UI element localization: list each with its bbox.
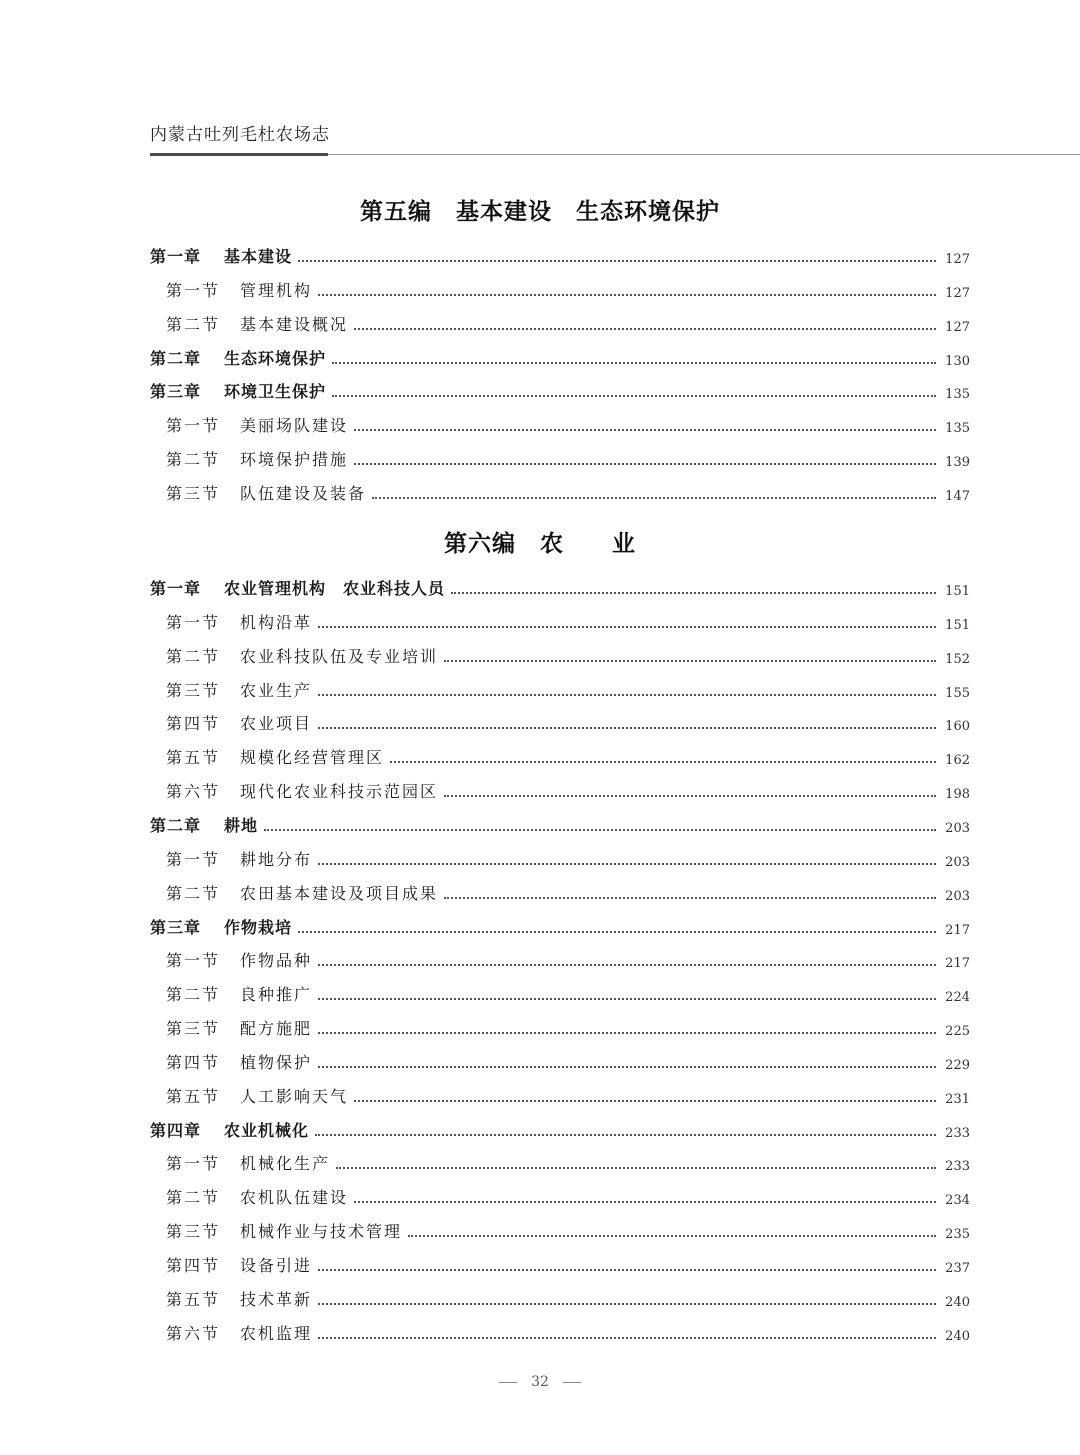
- toc-section-number: 第一节: [166, 416, 221, 436]
- toc-page-number: 234: [945, 1193, 970, 1209]
- toc-page-number: 135: [945, 387, 970, 403]
- toc-page-number: 231: [945, 1091, 970, 1107]
- toc-section-entry[interactable]: [150, 478, 970, 504]
- toc-page-number: 240: [945, 1294, 970, 1310]
- toc-section-title: 良种推广: [240, 985, 313, 1005]
- toc-chapter-title: 基本建设: [224, 247, 293, 266]
- dot-leader: [408, 1235, 936, 1237]
- toc-section-entry[interactable]: [150, 878, 970, 904]
- toc-section-number: 第二节: [166, 314, 221, 334]
- part-title: 第六编 农 业: [444, 530, 636, 557]
- header-rule-thin: [328, 154, 1080, 155]
- toc-chapter-number: 第三章: [150, 917, 202, 937]
- toc-section-entry[interactable]: [150, 1284, 970, 1310]
- toc-page-number: 155: [945, 685, 970, 701]
- running-head: 内蒙古吐列毛杜农场志: [150, 125, 330, 145]
- toc-chapter-entry[interactable]: [150, 241, 970, 267]
- toc-section-title: 机械作业与技术管理: [240, 1222, 403, 1242]
- dot-leader: [318, 1337, 936, 1339]
- dot-leader: [298, 931, 936, 933]
- toc-chapter-number: 第二章: [150, 815, 202, 835]
- toc-chapter-number: 第二章: [150, 348, 202, 368]
- toc-chapter-entry[interactable]: [150, 810, 970, 836]
- toc-section-number: 第一节: [166, 951, 221, 971]
- toc-section-entry[interactable]: [150, 1318, 970, 1344]
- toc-section-entry[interactable]: [150, 1250, 970, 1276]
- dot-leader: [318, 694, 936, 696]
- dot-leader: [332, 362, 936, 364]
- toc-section-title: 农机监理: [240, 1323, 313, 1343]
- toc-section-title: 耕地分布: [240, 849, 313, 869]
- dot-leader: [315, 1134, 936, 1136]
- toc-section-entry[interactable]: [150, 742, 970, 768]
- toc-page-number: 240: [945, 1328, 970, 1344]
- toc-chapter-title: 环境卫生保护: [224, 382, 327, 402]
- toc-page-number: 229: [945, 1057, 970, 1073]
- dot-leader: [372, 497, 936, 499]
- toc-page-number: 160: [945, 719, 970, 735]
- toc-section-entry[interactable]: [150, 275, 970, 301]
- toc-section-entry[interactable]: [150, 1081, 970, 1107]
- toc-section-entry[interactable]: [150, 410, 970, 436]
- toc-page-number: 152: [945, 651, 970, 667]
- toc-chapter-title: 耕地: [224, 815, 259, 835]
- toc-section-number: 第一节: [166, 612, 221, 632]
- toc-page-number: 147: [945, 488, 970, 504]
- dot-leader: [354, 1201, 936, 1203]
- dot-leader: [318, 1269, 936, 1271]
- toc-section-title: 美丽场队建设: [240, 416, 349, 436]
- toc-page-number: 224: [945, 990, 970, 1006]
- toc-section-entry[interactable]: [150, 844, 970, 870]
- toc-section-title: 农业项目: [240, 714, 313, 734]
- folio: [0, 1374, 1080, 1390]
- toc-section-entry[interactable]: [150, 641, 970, 667]
- dot-leader: [264, 829, 936, 831]
- toc-section-entry[interactable]: [150, 945, 970, 971]
- toc-chapter-entry[interactable]: [150, 912, 970, 938]
- dot-leader: [444, 897, 936, 899]
- toc-section-number: 第三节: [166, 680, 221, 700]
- toc-section-number: 第三节: [166, 1019, 221, 1039]
- toc-section-title: 机构沿革: [240, 612, 313, 632]
- toc-section-title: 现代化农业科技示范园区: [240, 782, 439, 802]
- toc-section-title: 机械化生产: [240, 1154, 331, 1174]
- toc-section-number: 第二节: [166, 646, 221, 666]
- dot-leader: [318, 863, 936, 865]
- folio-dash-right: [563, 1382, 581, 1383]
- folio-dash-left: [499, 1382, 517, 1383]
- toc-page-number: 127: [945, 285, 970, 301]
- dot-leader: [390, 761, 936, 763]
- dot-leader: [336, 1167, 936, 1169]
- toc-page-number: 203: [945, 854, 970, 870]
- toc-section-entry[interactable]: [150, 979, 970, 1005]
- toc-section-number: 第四节: [166, 1052, 221, 1072]
- toc-section-title: 农业生产: [240, 680, 313, 700]
- toc-page-number: 127: [945, 319, 970, 335]
- toc-section-title: 作物品种: [240, 951, 313, 971]
- toc-section-entry[interactable]: [150, 1182, 970, 1208]
- dot-leader: [354, 429, 936, 431]
- dot-leader: [318, 964, 936, 966]
- header-rule-thick: [150, 153, 328, 156]
- dot-leader: [332, 395, 936, 397]
- toc-page-number: 233: [945, 1125, 970, 1141]
- toc-section-entry[interactable]: [150, 309, 970, 335]
- toc-section-title: 管理机构: [240, 280, 313, 300]
- toc-page-number: 225: [945, 1024, 970, 1040]
- toc-chapter-number: 第四章: [150, 1120, 202, 1140]
- toc-section-number: 第四节: [166, 1256, 221, 1275]
- dot-leader: [318, 294, 936, 296]
- toc-section-title: 设备引进: [240, 1256, 313, 1275]
- toc-section-entry[interactable]: [150, 708, 970, 734]
- toc-page-number: 203: [945, 820, 970, 836]
- dot-leader: [298, 260, 936, 262]
- toc-page-number: 217: [945, 956, 970, 972]
- dot-leader: [318, 626, 936, 628]
- toc-section-number: 第五节: [166, 748, 221, 768]
- toc-section-title: 农田基本建设及项目成果: [240, 883, 439, 903]
- toc-section-title: 植物保护: [240, 1052, 313, 1072]
- toc-chapter-number: 第三章: [150, 382, 202, 402]
- dot-leader: [318, 1032, 936, 1034]
- toc-section-number: 第三节: [166, 483, 221, 503]
- toc-chapter-number: 第一章: [150, 247, 202, 266]
- toc-section-number: 第五节: [166, 1086, 221, 1106]
- dot-leader: [318, 1066, 936, 1068]
- dot-leader: [354, 328, 936, 330]
- toc-section-number: 第六节: [166, 782, 221, 802]
- dot-leader: [318, 1303, 936, 1305]
- toc-page-number: 217: [945, 922, 970, 938]
- toc-chapter-number: 第一章: [150, 579, 202, 598]
- toc-section-title: 技术革新: [240, 1289, 313, 1309]
- toc-chapter-entry[interactable]: [150, 573, 970, 599]
- toc-page-number: 235: [945, 1227, 970, 1243]
- toc-page-number: 127: [945, 252, 970, 267]
- toc-section-number: 第二节: [166, 1188, 221, 1208]
- toc-section-number: 第二节: [166, 985, 221, 1005]
- toc-page-number: 162: [945, 753, 970, 769]
- dot-leader: [444, 660, 936, 662]
- toc-section-title: 人工影响天气: [240, 1086, 349, 1106]
- toc-section-entry[interactable]: [150, 1047, 970, 1073]
- part-title: 第五编 基本建设 生态环境保护: [360, 198, 720, 225]
- toc-chapter-title: 农业管理机构 农业科技人员: [224, 579, 446, 598]
- dot-leader: [318, 727, 936, 729]
- toc-section-title: 规模化经营管理区: [240, 748, 385, 768]
- toc-section-title: 环境保护措施: [240, 450, 349, 470]
- toc-section-entry[interactable]: [150, 1216, 970, 1242]
- toc-chapter-entry[interactable]: [150, 1115, 970, 1141]
- toc-section-entry[interactable]: [150, 1148, 970, 1174]
- toc-chapter-entry[interactable]: [150, 343, 970, 369]
- page-number: 32: [531, 1374, 549, 1390]
- toc-section-entry[interactable]: [150, 1013, 970, 1039]
- dot-leader: [318, 998, 936, 1000]
- toc-page-number: 151: [945, 617, 970, 633]
- toc-page-number: 237: [945, 1261, 970, 1276]
- toc-chapter-title: 农业机械化: [224, 1120, 310, 1140]
- toc-section-number: 第五节: [166, 1289, 221, 1309]
- toc-page-number: 135: [945, 421, 970, 437]
- toc-section-entry[interactable]: [150, 444, 970, 470]
- dot-leader: [451, 592, 936, 594]
- dot-leader: [444, 795, 936, 797]
- toc-chapter-entry[interactable]: [150, 376, 970, 402]
- toc-page-number: 198: [945, 787, 970, 803]
- toc-section-title: 农机队伍建设: [240, 1188, 349, 1208]
- toc-section-title: 配方施肥: [240, 1019, 313, 1039]
- dot-leader: [354, 1100, 936, 1102]
- toc-page-number: 139: [945, 455, 970, 471]
- toc-page-number: 130: [945, 353, 970, 369]
- toc-page-number: 203: [945, 888, 970, 904]
- toc-section-number: 第六节: [166, 1323, 221, 1343]
- toc-chapter-title: 作物栽培: [224, 917, 293, 937]
- toc-section-entry[interactable]: [150, 776, 970, 802]
- toc-section-number: 第四节: [166, 714, 221, 734]
- toc-section-title: 队伍建设及装备: [240, 483, 367, 503]
- toc-section-number: 第二节: [166, 450, 221, 470]
- toc-section-number: 第一节: [166, 849, 221, 869]
- toc-section-title: 农业科技队伍及专业培训: [240, 646, 439, 666]
- toc-section-number: 第一节: [166, 280, 221, 300]
- dot-leader: [354, 463, 936, 465]
- toc-section-title: 基本建设概况: [240, 314, 349, 334]
- toc-chapter-title: 生态环境保护: [224, 348, 327, 368]
- toc-section-number: 第二节: [166, 883, 221, 903]
- toc-section-entry[interactable]: [150, 675, 970, 701]
- toc-section-entry[interactable]: [150, 607, 970, 633]
- toc-page-number: 151: [945, 584, 970, 599]
- toc-section-number: 第一节: [166, 1154, 221, 1174]
- toc-page-number: 233: [945, 1159, 970, 1175]
- toc-section-number: 第三节: [166, 1222, 221, 1242]
